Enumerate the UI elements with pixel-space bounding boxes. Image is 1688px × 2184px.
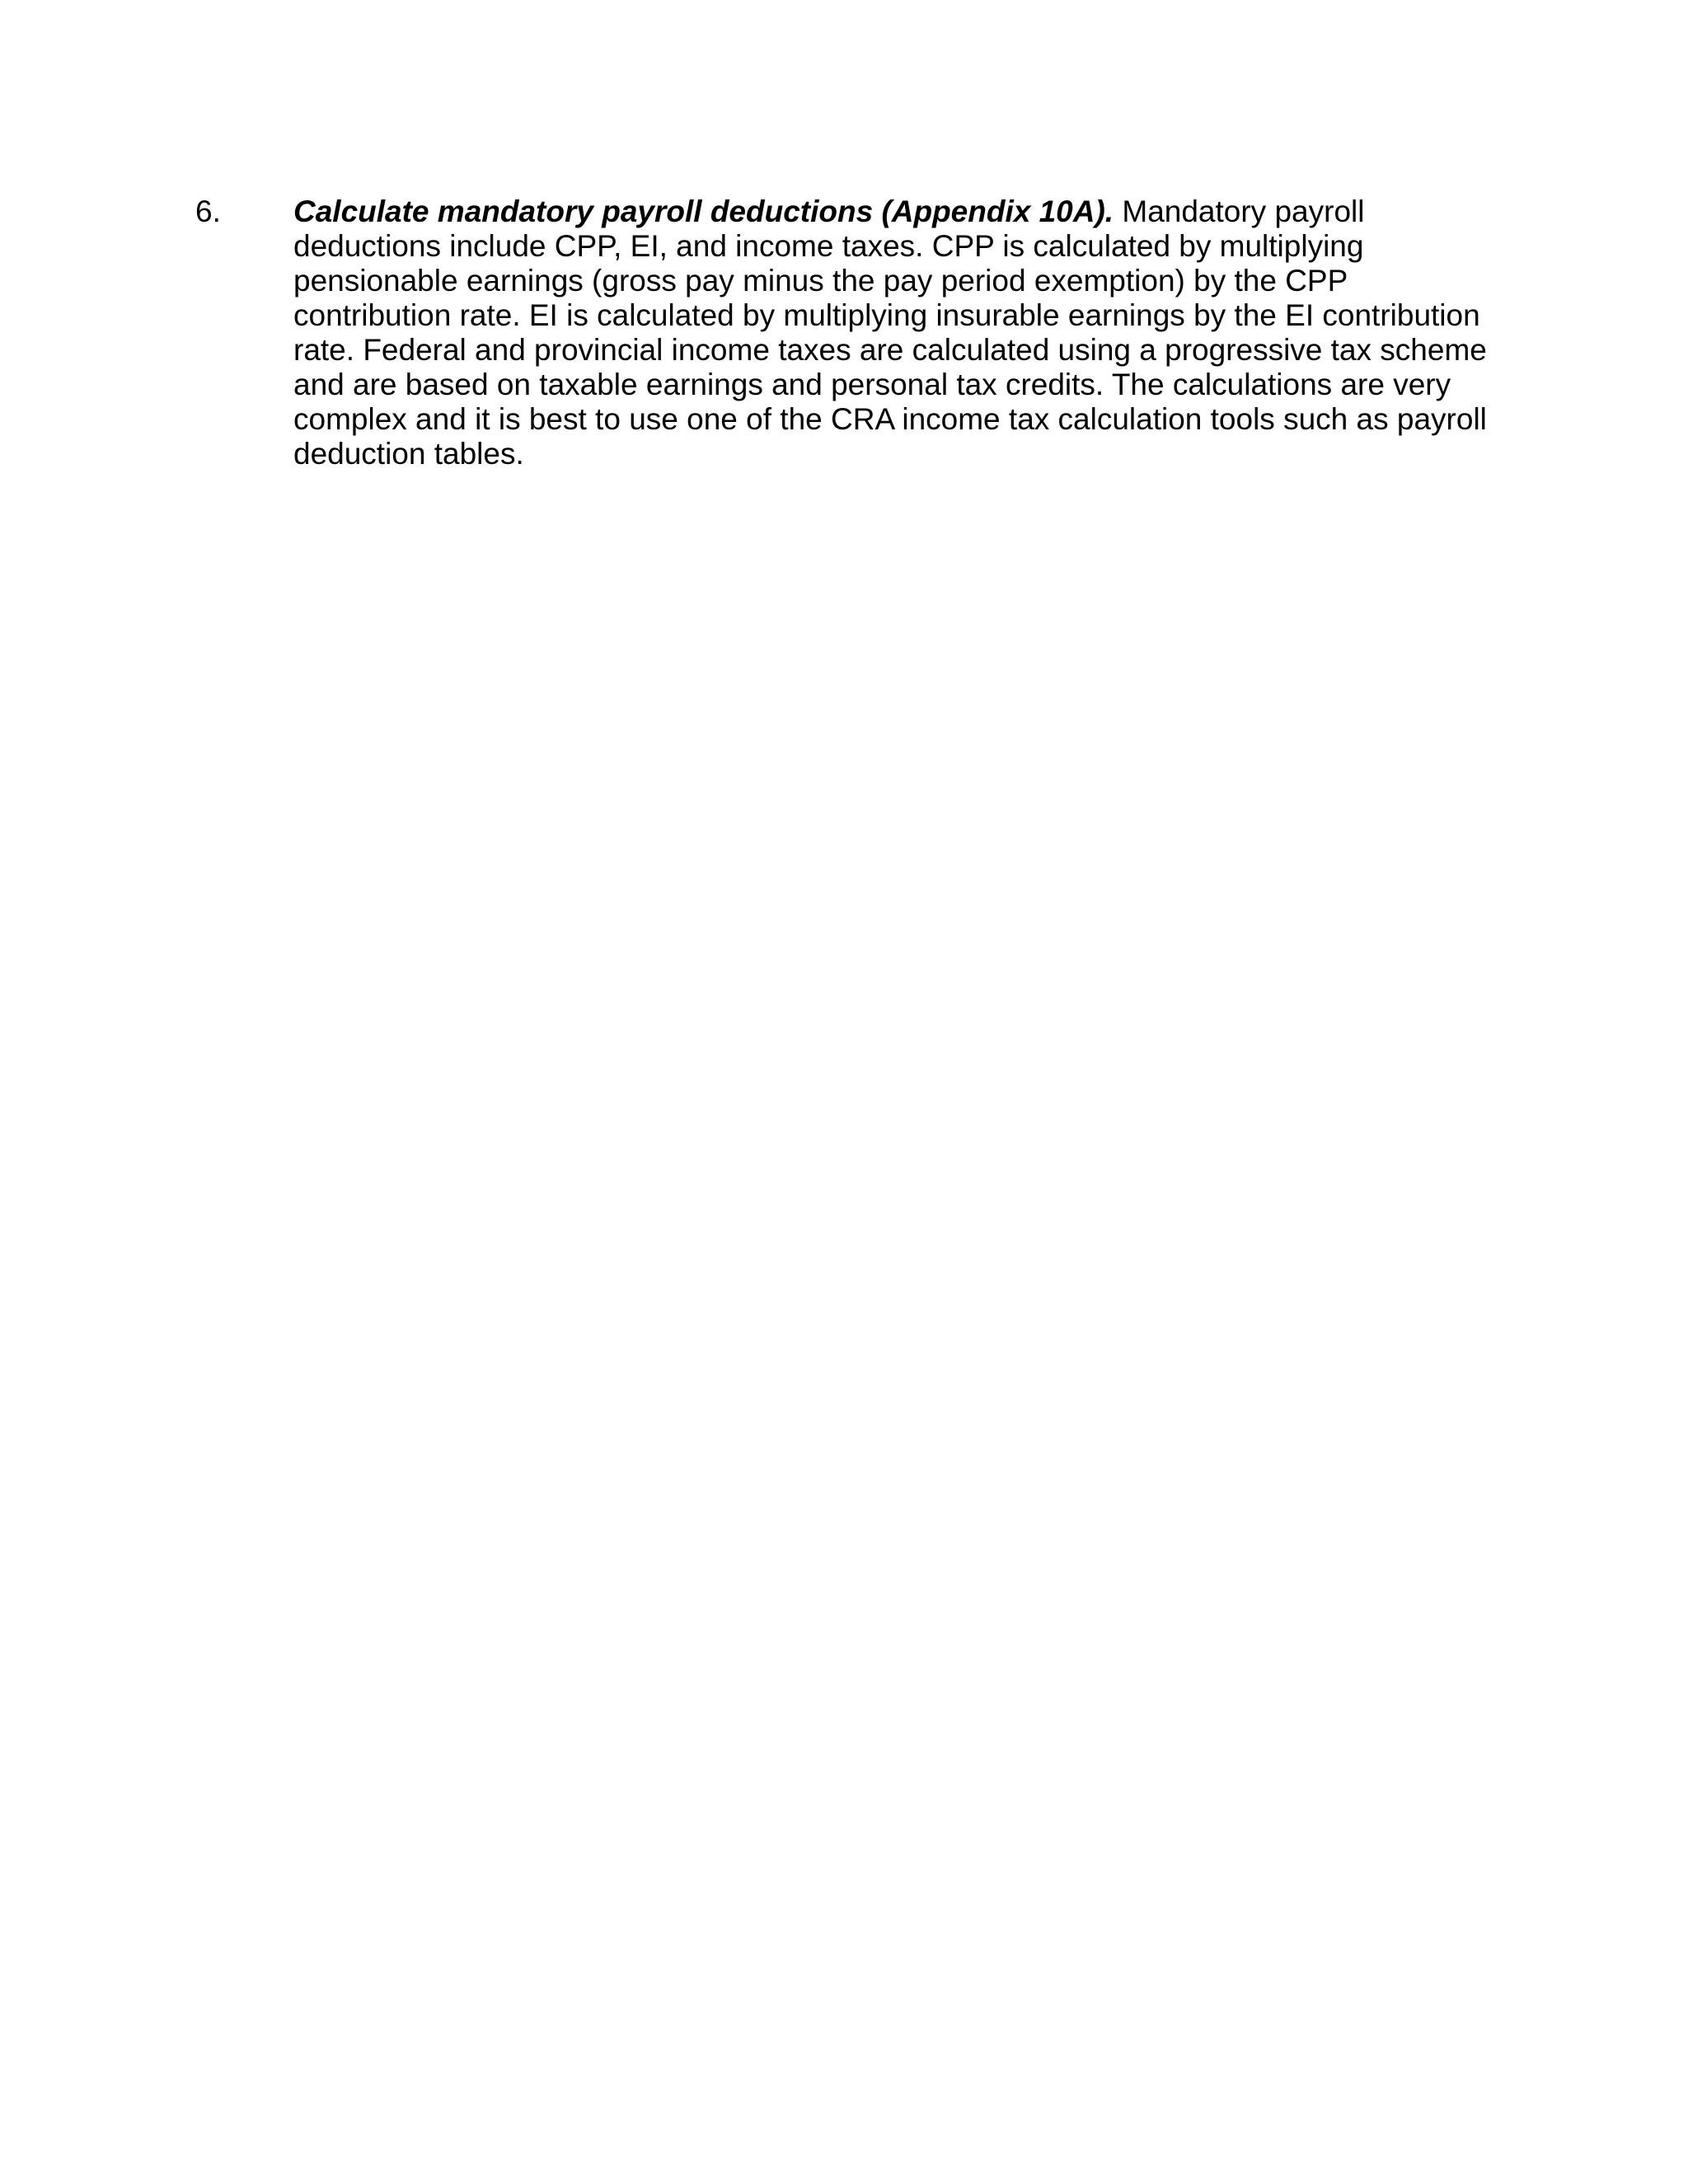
- paragraph-line: pensionable earnings (gross pay minus the pay period exemption) by the CPP: [293, 264, 1348, 298]
- paragraph-line: [293, 194, 1505, 229]
- paragraph-line: deduction tables.: [293, 437, 524, 471]
- item-paragraph: [293, 194, 1505, 471]
- paragraph-text: Mandatory payroll: [1114, 194, 1365, 228]
- paragraph-line: deductions include CPP, EI, and income taxes. CPP is calculated by multiplying: [293, 229, 1364, 263]
- item-number: 6.: [195, 194, 221, 228]
- paragraph-line: and are based on taxable earnings and personal tax credits. The calculations are very: [293, 368, 1451, 401]
- paragraph-line: complex and it is best to use one of the CRA income tax calculation tools such as payroll: [293, 402, 1487, 436]
- item-heading: Calculate mandatory payroll deductions (Appendix 10A).: [293, 194, 1114, 228]
- paragraph-line: rate. Federal and provincial income taxes are calculated using a progressive tax scheme: [293, 333, 1487, 367]
- paragraph-line: contribution rate. EI is calculated by multiplying insurable earnings by the EI contribution: [293, 298, 1480, 332]
